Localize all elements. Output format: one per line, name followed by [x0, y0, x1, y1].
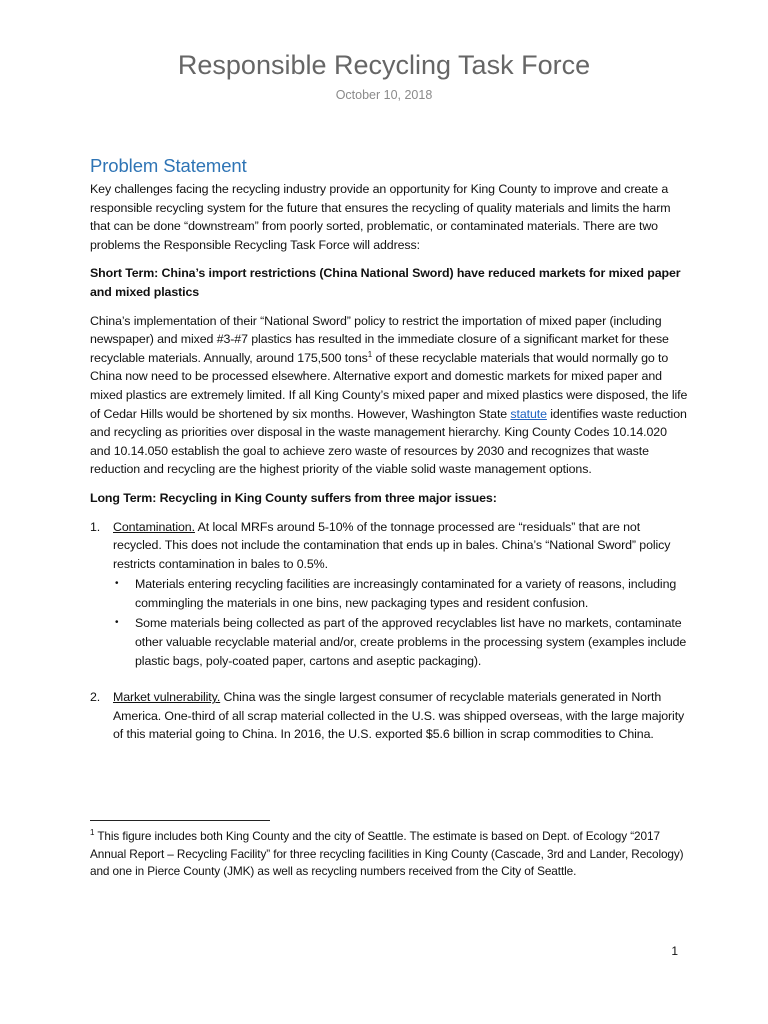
- issues-list: [90, 518, 690, 745]
- bullet-icon: •: [115, 578, 119, 590]
- footnote-marker: 1: [90, 828, 95, 838]
- bullet-item: [113, 575, 690, 612]
- list-item-contamination: [90, 518, 690, 671]
- short-term-text-3: identifies waste reduction and recycling as priorities over disposal in the waste management hierarchy. King County Codes 10.14.020 and 10.14.050 establish the goal to achieve zero waste of resources by 2030 and recognizes that waste reduction and recycling are the highest priority of the viable solid waste management options.: [90, 406, 687, 477]
- page-number: 1: [671, 944, 678, 958]
- long-term-heading: Long Term: Recycling in King County suffers from three major issues:: [90, 490, 497, 505]
- footnote-divider: [90, 820, 270, 821]
- contamination-bullets: [113, 575, 690, 670]
- intro-paragraph: Key challenges facing the recycling industry provide an opportunity for King County to improve and create a responsible recycling system for the future that ensures the recycling of quality materials and limits the harm that can be done “downstream” from poorly sorted, problematic, or contaminated materials. There are two problems the Responsible Recycling Task Force will address:: [90, 182, 671, 252]
- document-body: [90, 154, 690, 754]
- list-item-market-vulnerability: [90, 688, 690, 744]
- list-number: 1.: [90, 519, 101, 534]
- bullet-text: Materials entering recycling facilities are increasingly contaminated for a variety of reasons, including commingling the materials in one bins, new packaging types and resident confusion.: [135, 577, 677, 610]
- short-term-heading: Short Term: China’s import restrictions (China National Sword) have reduced markets for mixed paper and mixed plastics: [90, 266, 681, 299]
- short-term-text-1: China’s implementation of their “National Sword” policy to restrict the importation of mixed paper (including newspaper) and mixed #3-#7 plastics has resulted in the immediate closure of a significant market for these recyclable materials. Annually, around 175,500 tons: [90, 313, 669, 365]
- short-term-text-2: of these recyclable materials that would normally go to China now need to be processed elsewhere. Alternative export and domestic markets for mixed paper and mixed plastics are extremely limited. If all King County’s mixed paper and mixed plastics were disposed, the life of Cedar Hills would be shortened by six months. However, Washington State: [90, 350, 688, 421]
- bullet-item: [113, 614, 690, 670]
- footnote: [90, 828, 690, 881]
- list-number: 2.: [90, 690, 101, 705]
- market-vulnerability-title: Market vulnerability.: [113, 690, 221, 705]
- statute-link[interactable]: statute: [510, 406, 547, 421]
- short-term-paragraph: [90, 312, 690, 479]
- contamination-text: At local MRFs around 5-10% of the tonnage processed are “residuals” that are not recycled. This does not include the contamination that ends up in bales. China’s “National Sword” policy restricts contamination in bales to 0.5%.: [113, 519, 671, 571]
- bullet-text: Some materials being collected as part of the approved recyclables list have no markets, contaminate other valuable recyclable material and/or, create problems in the processing system (examples include plastic bags, poly-coated paper, cartons and aseptic packaging).: [135, 616, 687, 668]
- footnote-text: This figure includes both King County and the city of Seattle. The estimate is based on Dept. of Ecology “2017 Annual Report – Recycling Facility” for three recycling facilities in King County (Cascade, 3rd and Lander, Recology) and one in Pierce County (JMK) as well as recycling numbers received from the City of Seattle.: [90, 829, 684, 878]
- contamination-title: Contamination.: [113, 519, 195, 534]
- document-date: October 10, 2018: [335, 88, 433, 102]
- market-vulnerability-text: China was the single largest consumer of recyclable materials generated in North America. One-third of all scrap material collected in the U.S. was shipped overseas, with the large majority of this material going to China. In 2016, the U.S. exported $5.6 billion in scrap commodities to China.: [113, 690, 685, 742]
- document-title: Responsible Recycling Task Force: [177, 50, 591, 80]
- footnote-reference[interactable]: 1: [367, 349, 373, 359]
- bullet-icon: •: [115, 617, 119, 629]
- problem-statement-heading: Problem Statement: [90, 155, 247, 176]
